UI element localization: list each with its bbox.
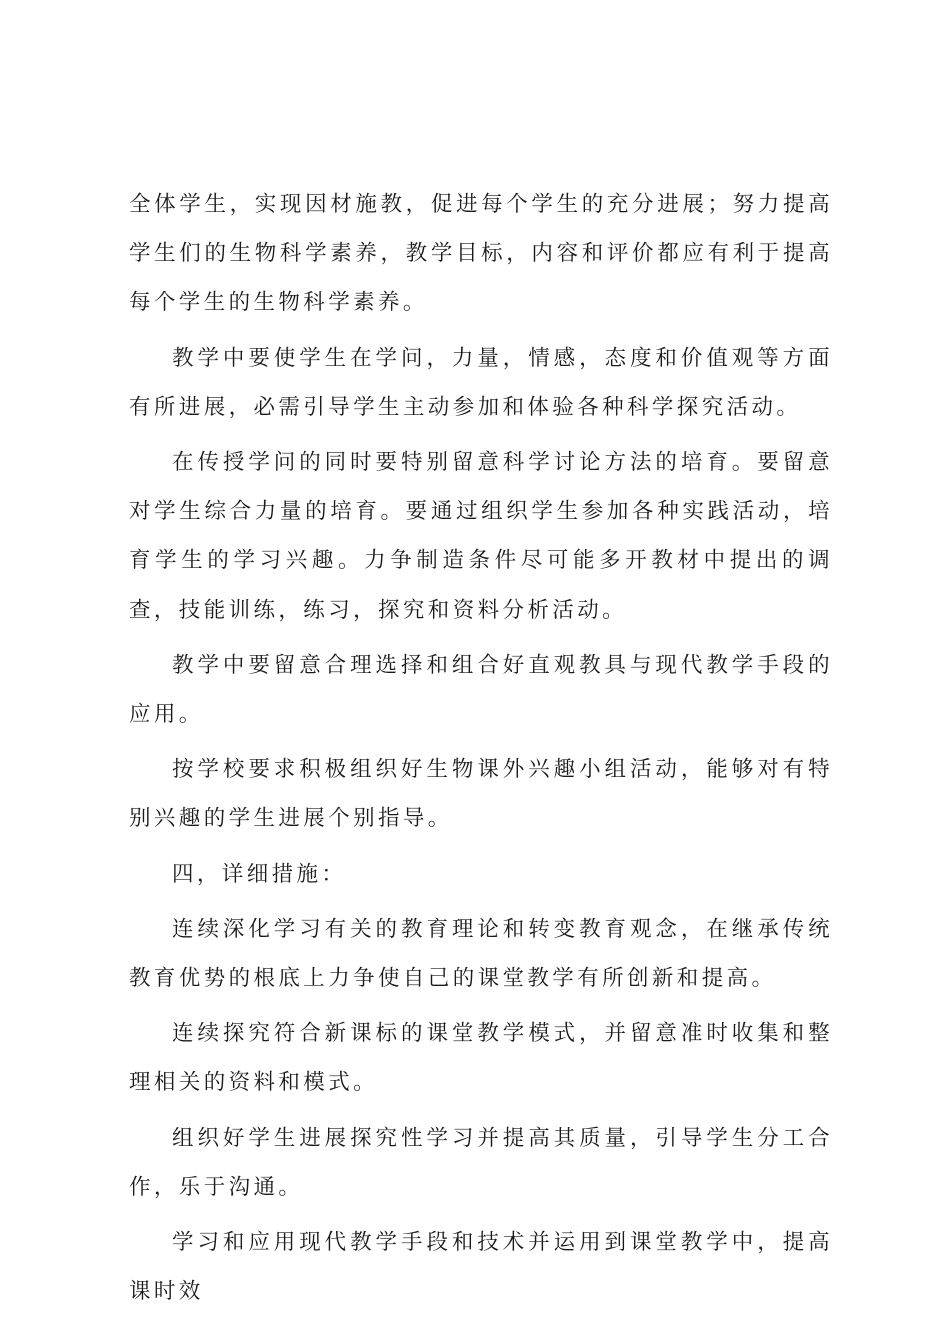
paragraph: 组织好学生进展探究性学习并提高其质量，引导学生分工合作，乐于沟通。 (129, 1125, 833, 1200)
paragraph: 在传授学问的同时要特别留意科学讨论方法的培育。要留意对学生综合力量的培育。要通过组织学生参加各种实践活动，培育学生的学习兴趣。力争制造条件尽可能多开教材中提出的调查，技能训练，练习，探究和资料分析活动。 (129, 450, 833, 623)
paragraph: 连续探究符合新课标的课堂教学模式，并留意准时收集和整理相关的资料和模式。 (129, 1021, 833, 1096)
paragraph: 教学中要使学生在学问，力量，情感，态度和价值观等方面有所进展，必需引导学生主动参加和体验各种科学探究活动。 (129, 345, 833, 420)
paragraph: 学习和应用现代教学手段和技术并运用到课堂教学中，提高课时效 (129, 1230, 833, 1305)
paragraph: 教学中要留意合理选择和组合好直观教具与现代教学手段的应用。 (129, 652, 833, 728)
paragraph: 连续深化学习有关的教育理论和转变教育观念，在继承传统教育优势的根底上力争使自己的课堂教学有所创新和提高。 (129, 916, 833, 992)
paragraph-continued: 全体学生，实现因材施教，促进每个学生的充分进展；努力提高学生们的生物科学素养，教学目标，内容和评价都应有利于提高每个学生的生物科学素养。 (129, 192, 833, 316)
document-body (129, 180, 833, 1322)
paragraph: 按学校要求积极组织好生物课外兴趣小组活动，能够对有特别兴趣的学生进展个别指导。 (129, 757, 833, 832)
section-heading: 四，详细措施： (172, 861, 347, 887)
